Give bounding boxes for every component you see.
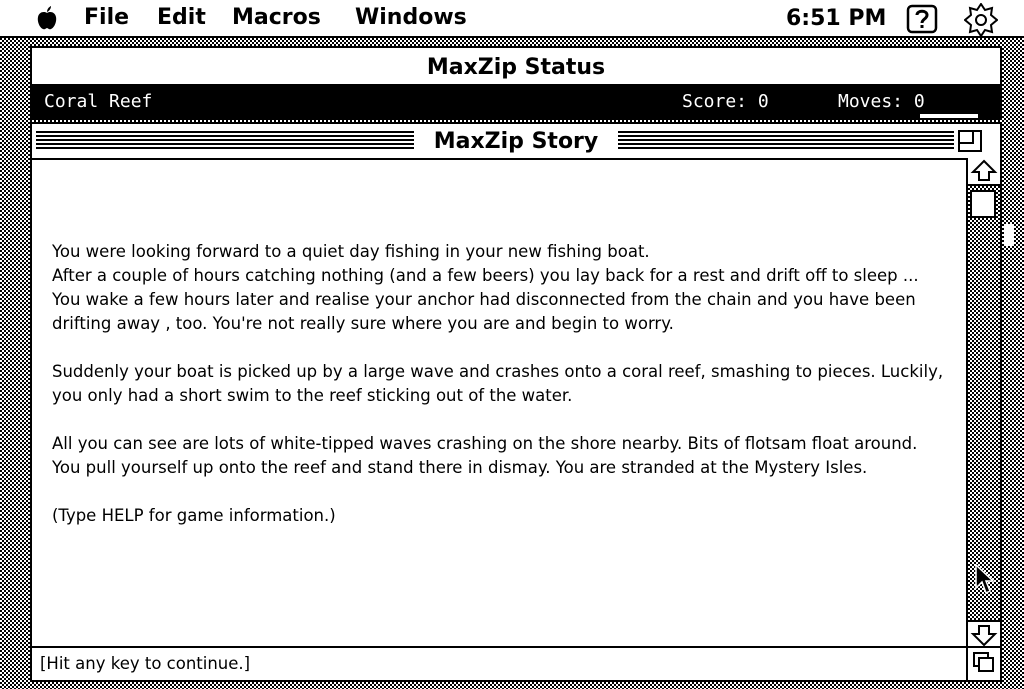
status-bar (32, 86, 1000, 118)
menu-windows[interactable]: Windows (355, 5, 467, 30)
story-paragraph: Suddenly your boat is picked up by a large wave and crashes onto a coral reef, smashing to pieces. Luckily, you only had a short swim to the reef sticking out of the water. (52, 362, 944, 405)
title-bar-stripes-left (36, 131, 414, 151)
scroll-thumb[interactable] (970, 190, 996, 218)
arrow-cursor-icon (974, 564, 994, 596)
apple-icon[interactable] (36, 6, 58, 30)
menu-clock: 6:51 PM (786, 6, 887, 31)
menu-edit[interactable]: Edit (157, 5, 206, 30)
gear-icon[interactable] (964, 3, 998, 37)
menu-file[interactable]: File (84, 5, 130, 30)
menu-macros[interactable]: Macros (232, 5, 321, 30)
story-text (52, 240, 952, 552)
zoom-box-icon[interactable] (958, 130, 982, 152)
scroll-down-button[interactable] (968, 620, 1000, 648)
status-window (30, 46, 1002, 120)
story-title-bar[interactable] (32, 124, 1000, 160)
menu-bar (0, 0, 1024, 38)
scroll-down-arrow-icon (968, 622, 1000, 648)
moves-label: Moves: 0 (838, 91, 925, 112)
status-bar-notch (920, 114, 978, 118)
location-label: Coral Reef (44, 91, 153, 112)
title-bar-stripes-right (618, 131, 954, 151)
grow-box-icon[interactable] (966, 648, 1000, 680)
score-label: Score: 0 (682, 91, 769, 112)
status-window-title[interactable]: MaxZip Status (32, 48, 1000, 86)
story-paragraph: You were looking forward to a quiet day fishing in your new fishing boat. After a couple of hours catching nothing (and a few beers) you lay back for a rest and drift off to sleep ... You wake a few hours later and realise your anchor had disconnected from the chain and you have been drifting away , too. You're not really sure where you are and begin to worry. (52, 242, 919, 333)
desktop-notch (1004, 224, 1014, 246)
story-window-title: MaxZip Story (416, 124, 616, 158)
scroll-up-button[interactable] (968, 158, 1000, 186)
prompt-text: [Hit any key to continue.] (40, 654, 251, 673)
story-paragraph: (Type HELP for game information.) (52, 506, 336, 525)
story-window (30, 122, 1002, 682)
resize-icon (968, 648, 1000, 678)
scroll-up-arrow-icon (968, 158, 1000, 184)
story-paragraph: All you can see are lots of white-tipped waves crashing on the shore nearby. Bits of flotsam float around. You pull yourself up onto the reef and stand there in dismay. You are stranded at the Mystery Isles. (52, 434, 918, 477)
help-question-icon[interactable] (906, 4, 938, 34)
prompt-line (32, 646, 1000, 680)
